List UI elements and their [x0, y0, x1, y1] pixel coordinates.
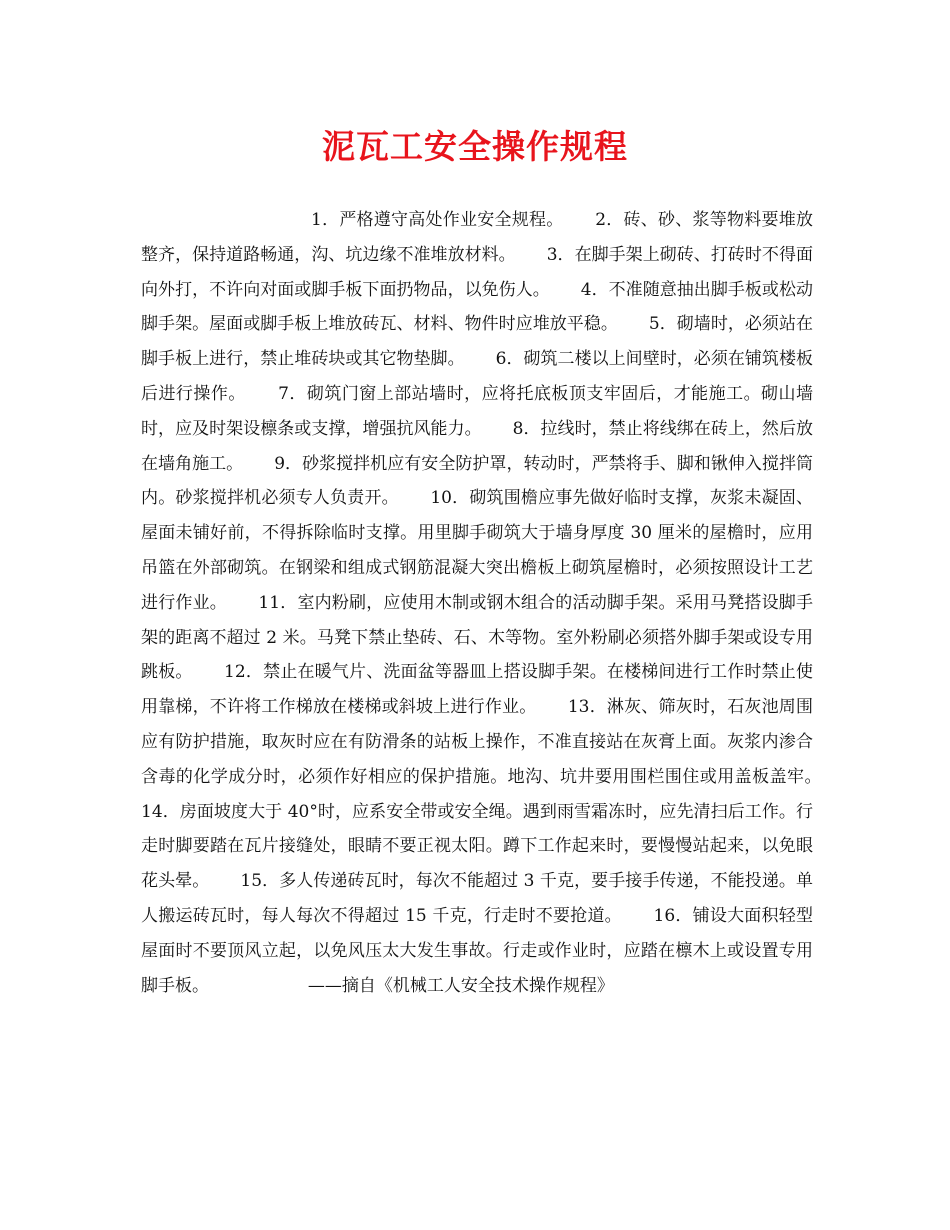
document-title: 泥瓦工安全操作规程: [322, 127, 628, 166]
document-body-paragraph: 1．严格遵守高处作业安全规程。 2．砖、砂、浆等物料要堆放整齐，保持道路畅通，沟、坑边缘不准堆放材料。 3．在脚手架上砌砖、打砖时不得面向外打，不许向对面或脚手板下面扔物品，以免伤人。 4．不准随意抽出脚手板或松动脚手架。屋面或脚手板上堆放砖瓦、材料、物件时应堆放平稳。 5．砌墙时，必须站在脚手板上进行，禁止堆砖块或其它物垫脚。 6．砌筑二楼以上间壁时，必须在铺筑楼板后进行操作。 7．砌筑门窗上部站墙时，应将托底板顶支牢固后，才能施工。砌山墙时，应及时架设檩条或支撑，增强抗风能力。 8．拉线时，禁止将线绑在砖上，然后放在墙角施工。 9．砂浆搅拌机应有安全防护罩，转动时，严禁将手、脚和锹伸入搅拌筒内。砂浆搅拌机必须专人负责开。 10．砌筑围檐应事先做好临时支撑，灰浆未凝固、屋面未铺好前，不得拆除临时支撑。用里脚手砌筑大于墙身厚度 30 厘米的屋檐时，应用吊篮在外部砌筑。在钢梁和组成式钢筋混凝大突出檐板上砌筑屋檐时，必须按照设计工艺进行作业。 11．室内粉刷，应使用木制或钢木组合的活动脚手架。采用马凳搭设脚手架的距离不超过 2 米。马凳下禁止垫砖、石、木等物。室外粉刷必须搭外脚手架或设专用跳板。 12．禁止在暖气片、洗面盆等器皿上搭设脚手架。在楼梯间进行工作时禁止使用靠梯，不许将工作梯放在楼梯或斜坡上进行作业。 13．淋灰、筛灰时，石灰池周围应有防护措施，取灰时应在有防滑条的站板上操作，不准直接站在灰膏上面。灰浆内渗合含毒的化学成分时，必须作好相应的保护措施。地沟、坑井要用围栏围住或用盖板盖牢。 14．房面坡度大于 40°时，应系安全带或安全绳。遇到雨雪霜冻时，应先清扫后工作。行走时脚要踏在瓦片接缝处，眼睛不要正视太阳。蹲下工作起来时，要慢慢站起来，以免眼花头晕。 15．多人传递砖瓦时，每次不能超过 3 千克，要手接手传递，不能投递。单人搬运砖瓦时，每人每次不得超过 15 千克，行走时不要抢道。 16．铺设大面积轻型屋面时不要顶风立起，以免风压太大发生事故。行走或作业时，应踏在檩木上或设置专用脚手板。 ——摘自《机械工人安全技术操作规程》: [141, 210, 853, 996]
